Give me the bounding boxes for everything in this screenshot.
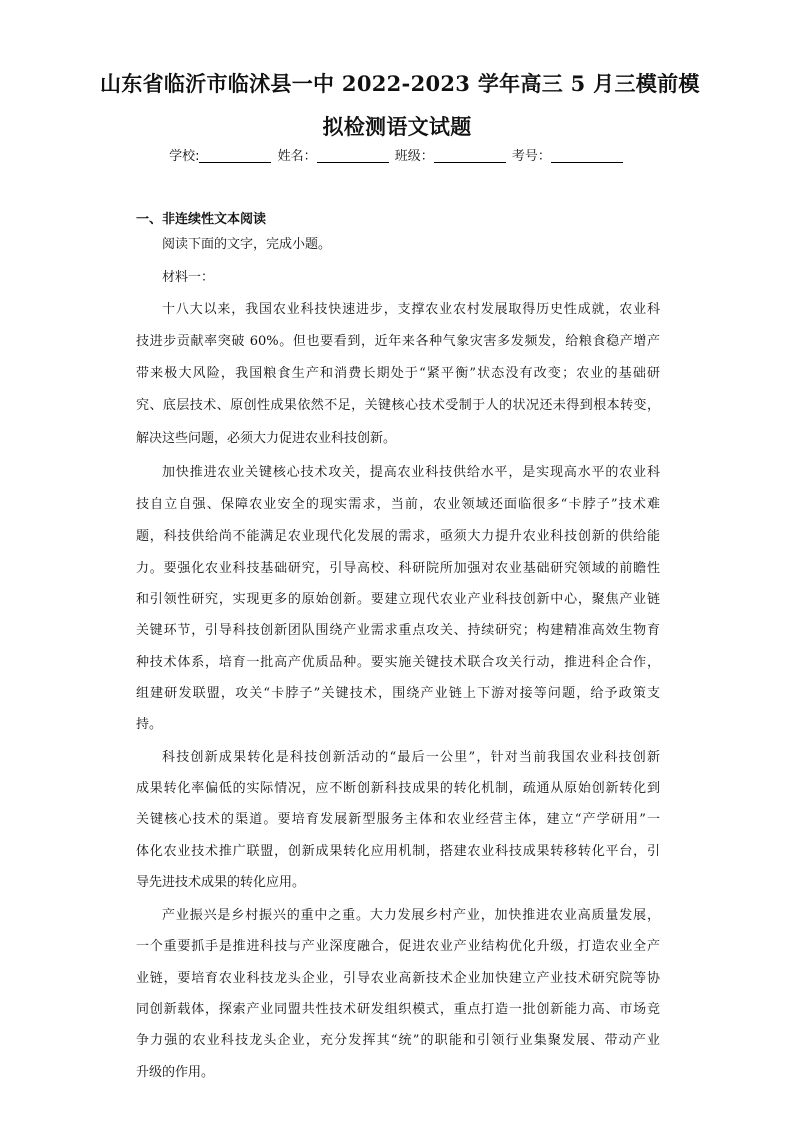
passage-line: 体化农业技术推广联盟，创新成果转化应用机制，搭建农业科技成果转移转化平台，引: [136, 844, 660, 859]
passage-line: 种技术体系，培育一批高产优质品种。要实施关键技术联合攻关行动，推进科企合作，: [136, 655, 660, 670]
passage-line: 业链，要培育农业科技龙头企业，引导农业高新技术企业加快建立产业技术研究院等协: [136, 971, 660, 986]
exam-title-line2: 拟检测语文试题: [322, 114, 472, 139]
passage-line: 究、底层技术、原创性成果依然不足，关键核心技术受制于人的状况还未得到根本转变，: [136, 398, 660, 413]
class-blank[interactable]: [434, 148, 506, 163]
passage-line: 和引领性研究，实现更多的原始创新。要建立现代农业产业科技创新中心，聚焦产业链: [136, 592, 660, 607]
number-blank[interactable]: [551, 148, 623, 163]
passage-line: 关键核心技术的渠道。要培育发展新型服务主体和农业经营主体，建立“产学研用”一: [136, 812, 660, 827]
passage-line: 题，科技供给尚不能满足农业现代化发展的需求，亟须大力提升农业科技创新的供给能: [136, 529, 660, 544]
passage-line: 加快推进农业关键核心技术攻关，提高农业科技供给水平，是实现高水平的农业科: [162, 465, 660, 480]
passage-line: 持。: [136, 717, 163, 732]
exam-title-line1: 山东省临沂市临沭县一中 2022-2023 学年高三 5 月三模前模: [100, 71, 700, 96]
section-heading: 一、非连续性文本阅读: [136, 212, 267, 227]
material-label: 材料一：: [162, 270, 215, 285]
passage-line: 导先进技术成果的转化应用。: [136, 875, 306, 890]
passage-line: 技进步贡献率突破 60%。但也要看到，近年来各种气象灾害多发频发，给粮食稳产增产: [136, 334, 660, 349]
passage-line: 十八大以来，我国农业科技快速进步，支撑农业农村发展取得历史性成就，农业科: [162, 302, 660, 317]
school-blank[interactable]: [199, 148, 271, 163]
passage-line: 产业振兴是乡村振兴的重中之重。大力发展乡村产业，加快推进农业高质量发展，: [162, 908, 660, 923]
passage-line: 同创新载体，探索产业同盟共性技术研发组织模式，重点打造一批创新能力高、市场竞: [136, 1002, 660, 1017]
instruction-text: 阅读下面的文字，完成小题。: [162, 237, 332, 252]
passage-line: 科技创新成果转化是科技创新活动的“最后一公里”，针对当前我国农业科技创新: [162, 750, 660, 765]
passage-line: 一个重要抓手是推进科技与产业深度融合，促进农业产业结构优化升级，打造农业全产: [136, 939, 660, 954]
passage-line: 解决这些问题，必须大力促进农业科技创新。: [136, 431, 397, 446]
school-label: 学校:: [169, 149, 200, 164]
passage-line: 组建研发联盟，攻关“卡脖子”关键技术，围绕产业链上下游对接等问题，给予政策支: [136, 686, 660, 701]
passage-line: 争力强的农业科技龙头企业，充分发挥其“统”的职能和引领行业集聚发展、带动产业: [136, 1033, 660, 1048]
passage-line: 升级的作用。: [136, 1065, 215, 1080]
name-label: 姓名：: [277, 149, 317, 164]
number-label: 考号：: [511, 149, 551, 164]
passage-line: 技自立自强、保障农业安全的现实需求，当前，农业领域还面临很多“卡脖子”技术难: [136, 497, 660, 512]
student-info-row: [0, 145, 794, 164]
passage-line: 力。要强化农业科技基础研究，引导高校、科研院所加强对农业基础研究领域的前瞻性: [136, 561, 660, 576]
passage-line: 带来极大风险，我国粮食生产和消费长期处于“紧平衡”状态没有改变；农业的基础研: [136, 366, 660, 381]
passage-line: 成果转化率偏低的实际情况，应不断创新科技成果的转化机制，疏通从原始创新转化到: [136, 781, 660, 796]
name-blank[interactable]: [317, 148, 389, 163]
passage-line: 关键环节，引导科技创新团队围绕产业需求重点攻关、持续研究；构建精准高效生物育: [136, 623, 660, 638]
class-label: 班级：: [394, 149, 434, 164]
